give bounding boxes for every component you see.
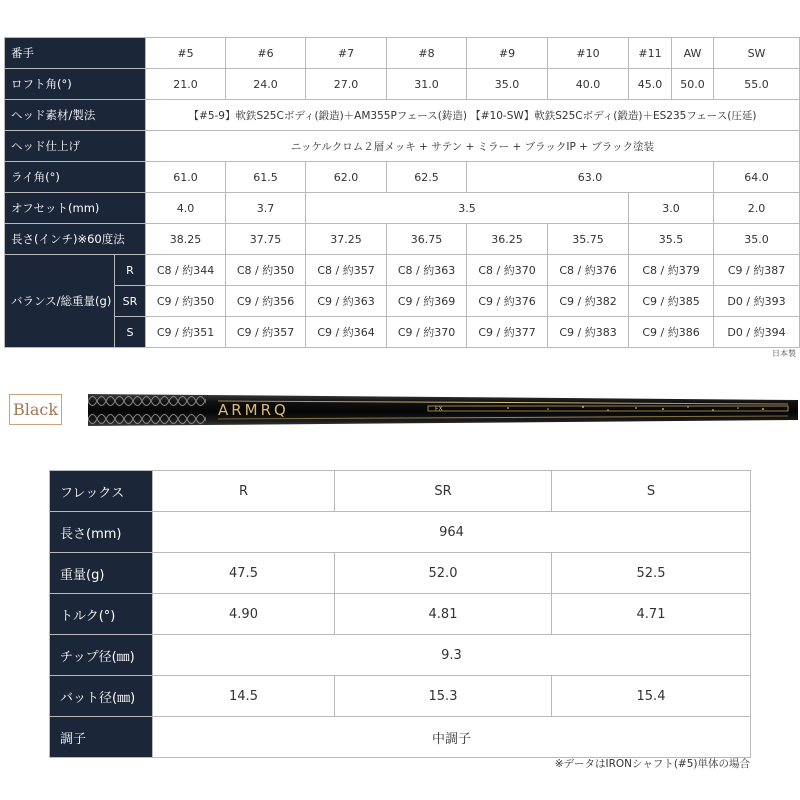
- row-material: [5, 100, 800, 131]
- balance-cell: C9 / 約377: [467, 317, 548, 348]
- label-finish: ヘッド仕上げ: [5, 131, 146, 162]
- balance-cell: C9 / 約387: [714, 255, 800, 286]
- balance-cell: C9 / 約383: [548, 317, 629, 348]
- number-cell: #5: [146, 38, 226, 69]
- row-kick: [50, 717, 751, 758]
- row-finish: [5, 131, 800, 162]
- number-cell: AW: [672, 38, 714, 69]
- row-balance-sr: [5, 286, 800, 317]
- shaft-brand-text: ARMRQ: [218, 401, 289, 419]
- balance-cell: C9 / 約376: [467, 286, 548, 317]
- balance-cell: C9 / 約350: [146, 286, 226, 317]
- flex-cell: SR: [335, 471, 552, 512]
- balance-cell: C9 / 約369: [387, 286, 467, 317]
- label-lie: ライ角(°): [5, 162, 146, 193]
- balance-cell: C8 / 約379: [629, 255, 714, 286]
- balance-cell: D0 / 約394: [714, 317, 800, 348]
- shaft-spec-table: [49, 470, 751, 758]
- loft-cell: 21.0: [146, 69, 226, 100]
- butt-cell: 15.3: [335, 676, 552, 717]
- length-cell: 37.75: [226, 224, 306, 255]
- balance-cell: C8 / 約370: [467, 255, 548, 286]
- row-number: [5, 38, 800, 69]
- row-butt: [50, 676, 751, 717]
- loft-cell: 55.0: [714, 69, 800, 100]
- shaft-length-cell: 964: [153, 512, 751, 553]
- offset-cell: 3.0: [629, 193, 714, 224]
- kick-cell: 中調子: [153, 717, 751, 758]
- loft-cell: 45.0: [629, 69, 672, 100]
- label-loft: ロフト角(°): [5, 69, 146, 100]
- label-balance: バランス/総重量(g): [5, 255, 115, 348]
- made-in-japan-note: 日本製: [772, 349, 796, 358]
- lie-cell: 64.0: [714, 162, 800, 193]
- finish-cell: ニッケルクロム２層メッキ + サテン + ミラー + ブラックIP + ブラック塗装: [146, 131, 800, 162]
- weight-cell: 52.0: [335, 553, 552, 594]
- color-label: Black: [9, 394, 62, 425]
- flex-label: SR: [115, 286, 146, 317]
- lie-cell: 61.0: [146, 162, 226, 193]
- loft-cell: 40.0: [548, 69, 629, 100]
- balance-cell: C9 / 約364: [306, 317, 387, 348]
- balance-cell: C8 / 約344: [146, 255, 226, 286]
- loft-cell: 24.0: [226, 69, 306, 100]
- butt-cell: 14.5: [153, 676, 335, 717]
- label-shaft-length: 長さ(mm): [50, 512, 153, 553]
- butt-cell: 15.4: [552, 676, 751, 717]
- length-cell: 38.25: [146, 224, 226, 255]
- row-flex: [50, 471, 751, 512]
- label-tip: チップ径(㎜): [50, 635, 153, 676]
- footnote: ※データはIRONシャフト(#5)単体の場合: [554, 758, 750, 770]
- shaft-image: [88, 392, 798, 428]
- lie-cell: 63.0: [467, 162, 714, 193]
- length-cell: 36.25: [467, 224, 548, 255]
- loft-cell: 50.0: [672, 69, 714, 100]
- balance-cell: C8 / 約350: [226, 255, 306, 286]
- flex-cell: R: [153, 471, 335, 512]
- label-length: 長さ(インチ)※60度法: [5, 224, 146, 255]
- offset-cell: 3.7: [226, 193, 306, 224]
- number-cell: #9: [467, 38, 548, 69]
- loft-cell: 31.0: [387, 69, 467, 100]
- length-cell: 36.75: [387, 224, 467, 255]
- number-cell: SW: [714, 38, 800, 69]
- balance-cell: C9 / 約356: [226, 286, 306, 317]
- label-flex: フレックス: [50, 471, 153, 512]
- torque-cell: 4.81: [335, 594, 552, 635]
- row-weight: [50, 553, 751, 594]
- length-cell: 37.25: [306, 224, 387, 255]
- label-torque: トルク(°): [50, 594, 153, 635]
- material-cell: 【#5-9】軟鉄S25Cボディ(鍛造)＋AM355Pフェース(鋳造) 【#10-SW】軟鉄S25Cボディ(鍛造)＋ES235フェース(圧延): [146, 100, 800, 131]
- length-cell: 35.0: [714, 224, 800, 255]
- number-cell: #8: [387, 38, 467, 69]
- label-weight: 重量(g): [50, 553, 153, 594]
- number-cell: #11: [629, 38, 672, 69]
- tip-cell: 9.3: [153, 635, 751, 676]
- label-material: ヘッド素材/製法: [5, 100, 146, 131]
- row-tip: [50, 635, 751, 676]
- row-length: [5, 224, 800, 255]
- balance-cell: C8 / 約363: [387, 255, 467, 286]
- lie-cell: 62.5: [387, 162, 467, 193]
- label-butt: バット径(㎜): [50, 676, 153, 717]
- flex-label: S: [115, 317, 146, 348]
- offset-cell: 3.5: [306, 193, 629, 224]
- head-spec-table: [4, 37, 800, 348]
- balance-cell: C8 / 約357: [306, 255, 387, 286]
- offset-cell: 4.0: [146, 193, 226, 224]
- loft-cell: 27.0: [306, 69, 387, 100]
- torque-cell: 4.90: [153, 594, 335, 635]
- number-cell: #10: [548, 38, 629, 69]
- balance-cell: C9 / 約363: [306, 286, 387, 317]
- flex-label: R: [115, 255, 146, 286]
- balance-cell: C9 / 約386: [629, 317, 714, 348]
- balance-cell: D0 / 約393: [714, 286, 800, 317]
- flex-cell: S: [552, 471, 751, 512]
- label-kick: 調子: [50, 717, 153, 758]
- length-cell: 35.75: [548, 224, 629, 255]
- row-shaft-length: [50, 512, 751, 553]
- row-offset: [5, 193, 800, 224]
- weight-cell: 52.5: [552, 553, 751, 594]
- weight-cell: 47.5: [153, 553, 335, 594]
- torque-cell: 4.71: [552, 594, 751, 635]
- length-cell: 35.5: [629, 224, 714, 255]
- shaft-model-text: FX: [435, 405, 443, 413]
- balance-cell: C9 / 約385: [629, 286, 714, 317]
- balance-cell: C9 / 約357: [226, 317, 306, 348]
- offset-cell: 2.0: [714, 193, 800, 224]
- balance-cell: C9 / 約351: [146, 317, 226, 348]
- number-cell: #7: [306, 38, 387, 69]
- label-offset: オフセット(mm): [5, 193, 146, 224]
- row-loft: [5, 69, 800, 100]
- balance-cell: C9 / 約382: [548, 286, 629, 317]
- label-number: 番手: [5, 38, 146, 69]
- row-balance-r: [5, 255, 800, 286]
- balance-cell: C8 / 約376: [548, 255, 629, 286]
- number-cell: #6: [226, 38, 306, 69]
- loft-cell: 35.0: [467, 69, 548, 100]
- row-lie: [5, 162, 800, 193]
- lie-cell: 62.0: [306, 162, 387, 193]
- balance-cell: C9 / 約370: [387, 317, 467, 348]
- row-balance-s: [5, 317, 800, 348]
- lie-cell: 61.5: [226, 162, 306, 193]
- row-torque: [50, 594, 751, 635]
